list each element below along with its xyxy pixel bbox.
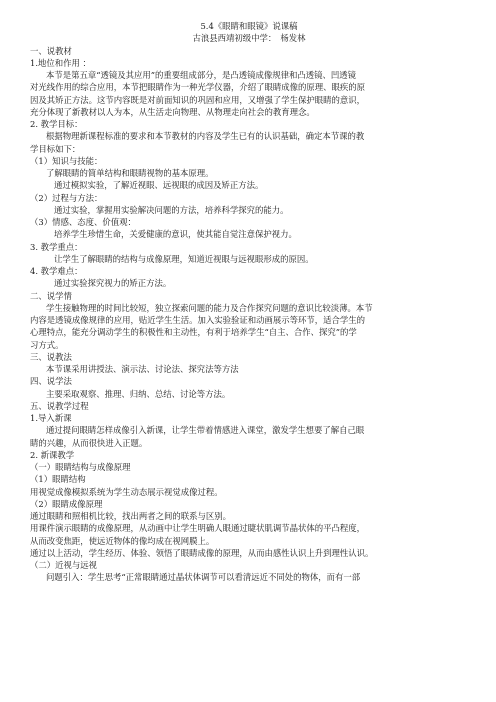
- section-heading: 四、说学法: [30, 376, 72, 387]
- author-line: 古浪县西靖初级中学： 杨发林: [192, 33, 306, 44]
- subsection-heading: 4. 教学难点：: [30, 266, 83, 276]
- paragraph-line: 学生接触物理的时间比较短，独立探索问题的能力及合作探究问题的意识比较淡薄。本节: [46, 302, 373, 313]
- subsection-heading: 1.地位和作用 ：: [30, 57, 91, 68]
- section-heading: 二、说学情: [30, 290, 72, 301]
- paragraph-line: 问题引入：学生思考“正常眼睛通过晶状体调节可以看清远近不同处的物体，而有一部: [46, 572, 361, 583]
- section-heading: 三、说教法: [30, 351, 72, 362]
- section-heading: 一、说教材: [30, 45, 72, 56]
- goal-item: 了解眼睛的简单结构和眼睛视物的基本原理。: [46, 168, 214, 178]
- paragraph-line: 让学生了解眼睛的结构与成像原理，知道近视眼与远视眼形成的原因。: [54, 253, 314, 264]
- paragraph-line: 习方式。: [30, 339, 64, 350]
- paragraph-line: 学目标如下：: [30, 143, 81, 154]
- paragraph-line: 睛的兴趣，从而很快进入正题。: [30, 437, 148, 448]
- document-page: [30, 20, 468, 584]
- goal-heading: （3）情感、态度、价值观：: [30, 217, 136, 227]
- paragraph-line: 通过实验探究视力的矫正方法。: [54, 278, 172, 289]
- paragraph-line: 从而改变焦距，使远近物体的像均成在视网膜上。: [30, 535, 215, 546]
- section-heading: 五、说教学过程: [30, 400, 89, 411]
- paragraph-line: 本节课采用讲授法、演示法、讨论法、探究法等方法: [46, 364, 239, 374]
- paragraph-line: 对光线作用的综合应用，本节把眼睛作为一种光学仪器，介绍了眼睛成像的原理、眼疾的原: [30, 82, 365, 93]
- goal-item: 通过模拟实验，了解近视眼、远视眼的成因及矫正方法。: [54, 180, 264, 191]
- paragraph-line: 通过提问眼睛怎样成像引入新课，让学生带着情感进入课堂，激发学生想要了解自己眼: [46, 425, 365, 436]
- paragraph-line: 通过以上活动，学生经历、体验、领悟了眼睛成像的原理，从而由感性认识上升到理性认识。: [30, 547, 374, 558]
- numbered-heading: （二）近视与远视: [30, 560, 97, 570]
- paragraph-line: 根据物理新课程标准的要求和本节教材的内容及学生已有的认识基础，确定本节课的教: [46, 131, 365, 142]
- paragraph-line: 内容是透镜成像规律的应用，贴近学生生活。加入实验验证和动画展示等环节，适合学生的: [30, 315, 365, 325]
- paragraph-line: 用课件演示眼睛的成像原理，从动画中让学生明确人眼通过睫状肌调节晶状体的平凸程度，: [30, 523, 365, 534]
- paragraph-line: 因及其矫正方法。这节内容既是对前面知识的巩固和应用，又增强了学生保护眼睛的意识，: [30, 94, 365, 105]
- document-title: 5.4《眼睛和眼镜》说课稿: [200, 21, 298, 31]
- paragraph-line: 用视觉成像模拟系统为学生动态展示视觉成像过程。: [30, 486, 223, 497]
- goal-heading: （2）过程与方法：: [30, 192, 103, 203]
- goal-item: 培养学生珍惜生命，关爱健康的意识，使其能自觉注意保护视力。: [54, 229, 297, 240]
- subsection-heading: 2. 教学目标：: [30, 119, 83, 129]
- numbered-heading: （2）眼睛成像原理: [30, 498, 103, 509]
- paragraph-line: 充分体现了新教材以人为本，从生活走向物理、从物理走向社会的教育理念。: [30, 106, 315, 117]
- numbered-heading: （一）眼睛结构与成像原理: [30, 462, 131, 472]
- paragraph-line: 心理特点，能充分调动学生的积极性和主动性，有利于培养学生“自主、合作、探究”的学: [30, 327, 357, 338]
- subsection-heading: 1.导入新课: [30, 413, 72, 423]
- subsection-heading: 2. 新课教学: [30, 449, 75, 460]
- goal-heading: （1）知识与技能：: [30, 155, 103, 166]
- paragraph-line: 通过眼睛和照相机比较，找出两者之间的联系与区别。: [30, 511, 231, 521]
- paragraph-line: 主要采取观察、推理、归纳、总结、讨论等方法。: [46, 388, 231, 399]
- subsection-heading: 3. 教学重点：: [30, 241, 83, 252]
- goal-item: 通过实验，掌握用实验解决问题的方法，培养科学探究的能力。: [54, 204, 289, 215]
- paragraph-line: 本节是第五章“透镜及其应用”的重要组成部分，是凸透镜成像规律和凸透镜、凹透镜: [46, 70, 357, 80]
- numbered-heading: （1）眼睛结构: [30, 474, 86, 485]
